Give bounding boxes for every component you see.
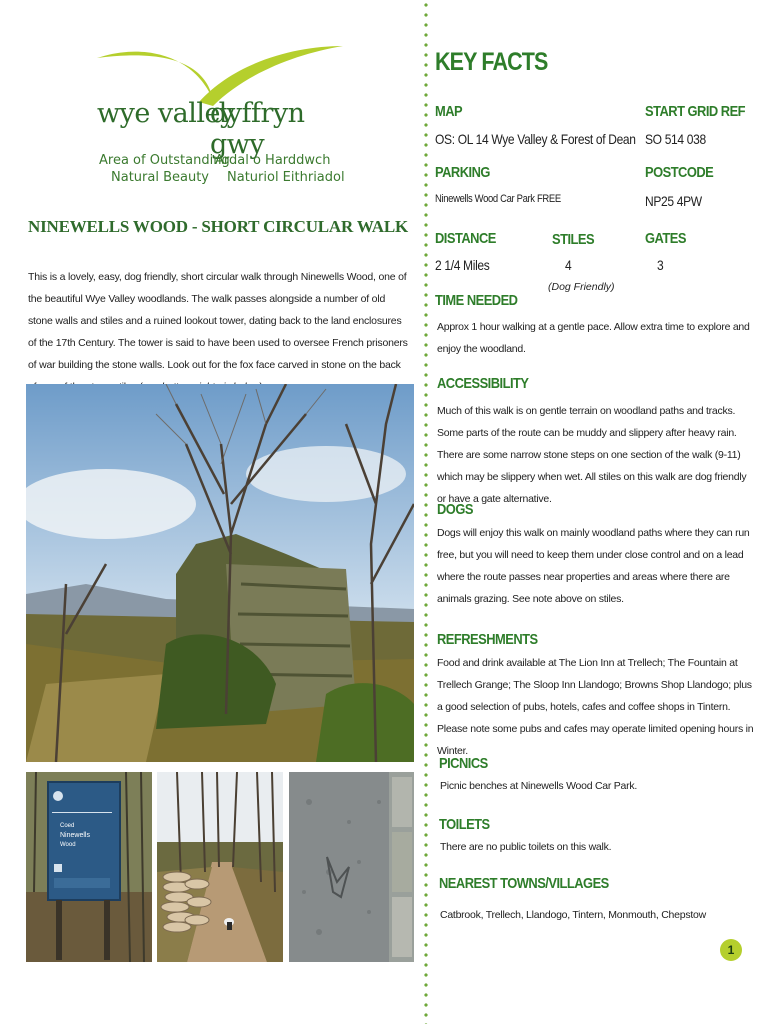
- distance-label: DISTANCE: [435, 230, 496, 247]
- toilets-label: TOILETS: [439, 816, 490, 833]
- walk-intro: [28, 266, 408, 398]
- photo-ninewells-sign: [26, 772, 152, 962]
- walk-intro-text: This is a lovely, easy, dog friendly, short circular walk through Ninewells Wood, one of the beautiful Wye Valley woodlands. The walk passes alongside a number of old stone walls and stiles and a ruined lookout tower, dating back to the land enclosures of the 17th Century. The tower is said to have been used to oversee French prisoners of war building the stone walls. Look out for the fox face carved in stone on the back: [28, 271, 408, 371]
- nearest-towns-value: Catbrook, Trellech, Llandogo, Tintern, Monmouth, Chepstow: [440, 909, 706, 921]
- map-label: MAP: [435, 103, 463, 120]
- logo-name-welsh: dyffryn gwy: [210, 98, 305, 160]
- dotted-divider: [424, 0, 428, 1024]
- logo-subtitle-cy-line1: Ardal o Harddwch: [215, 153, 331, 168]
- toilets-value: There are no public toilets on this walk.: [440, 841, 612, 853]
- picnics-value: Picnic benches at Ninewells Wood Car Park.: [440, 780, 638, 792]
- photo-fox-face-stone: [289, 772, 414, 962]
- stiles-value: 4: [565, 257, 572, 273]
- accessibility-value: Much of this walk is on gentle terrain on woodland paths and tracks. Some parts of the route can be muddy and slippery after heavy rain. There are some narrow stone steps on one section of the walk (9-11) which may be slippery when wet. All stiles on this walk are dog friendly or have a gate alternative.: [437, 405, 747, 505]
- time-needed-value: Approx 1 hour walking at a gentle pace. Allow extra time to explore and enjoy the woodland.: [437, 321, 750, 355]
- gates-value: 3: [657, 257, 664, 273]
- logo-subtitle-en-line2: Natural Beauty: [111, 170, 209, 185]
- postcode-value: NP25 4PW: [645, 193, 702, 209]
- distance-value: 2 1/4 Miles: [435, 257, 490, 273]
- walk-title: NINEWELLS WOOD - SHORT CIRCULAR WALK: [28, 217, 408, 236]
- time-needed-label: TIME NEEDED: [435, 292, 518, 309]
- page-number-badge: 1: [720, 939, 742, 961]
- stiles-label: STILES: [552, 231, 595, 248]
- postcode-label: POSTCODE: [645, 164, 714, 181]
- dogs-value: Dogs will enjoy this walk on mainly woodland paths where they can run free, but you will need to keep them under close control and on a lead where the route passes near properties and areas where there are animals grazing. See note above on stiles.: [437, 527, 750, 605]
- parking-value: Ninewells Wood Car Park FREE: [435, 193, 561, 205]
- sign-text-ninewells: Ninewells: [60, 832, 90, 839]
- dogs-label: DOGS: [437, 501, 473, 518]
- grid-ref-value: SO 514 038: [645, 131, 706, 147]
- logo-subtitle-welsh: [215, 152, 345, 186]
- accessibility-label: ACCESSIBILITY: [437, 375, 529, 392]
- logo-name-english: wye valley: [97, 98, 235, 129]
- grid-ref-label: START GRID REF: [645, 103, 746, 120]
- gates-label: GATES: [645, 230, 686, 247]
- nearest-towns-label: NEAREST TOWNS/VILLAGES: [439, 875, 609, 892]
- logo-subtitle-cy-line2: Naturiol Eithriadol: [227, 170, 345, 185]
- refreshments-label: REFRESHMENTS: [437, 631, 538, 648]
- photo-woodland-path: [157, 772, 283, 962]
- wye-valley-logo: [95, 38, 345, 203]
- parking-label: PARKING: [435, 164, 490, 181]
- sign-text-wood: Wood: [60, 842, 76, 848]
- logo-subtitle-english: [99, 152, 230, 186]
- picnics-label: PICNICS: [439, 755, 488, 772]
- logo-subtitle-en-line1: Area of Outstanding: [99, 153, 230, 168]
- stiles-note: (Dog Friendly): [548, 281, 615, 293]
- sign-text-coed: Coed: [60, 823, 75, 829]
- map-value: OS: OL 14 Wye Valley & Forest of Dean: [435, 131, 636, 147]
- refreshments-value: Food and drink available at The Lion Inn at Trellech; The Fountain at Trellech Grange; The Sloop Inn Llandogo; Browns Shop Llandogo; plus a good selection of pubs, hotels, cafes and coffee shops in Tintern. Please note some pubs and cafes may operate limited opening hours in Winter.: [437, 657, 754, 757]
- key-facts-title: KEY FACTS: [435, 48, 548, 76]
- photo-ruined-tower: [26, 384, 414, 762]
